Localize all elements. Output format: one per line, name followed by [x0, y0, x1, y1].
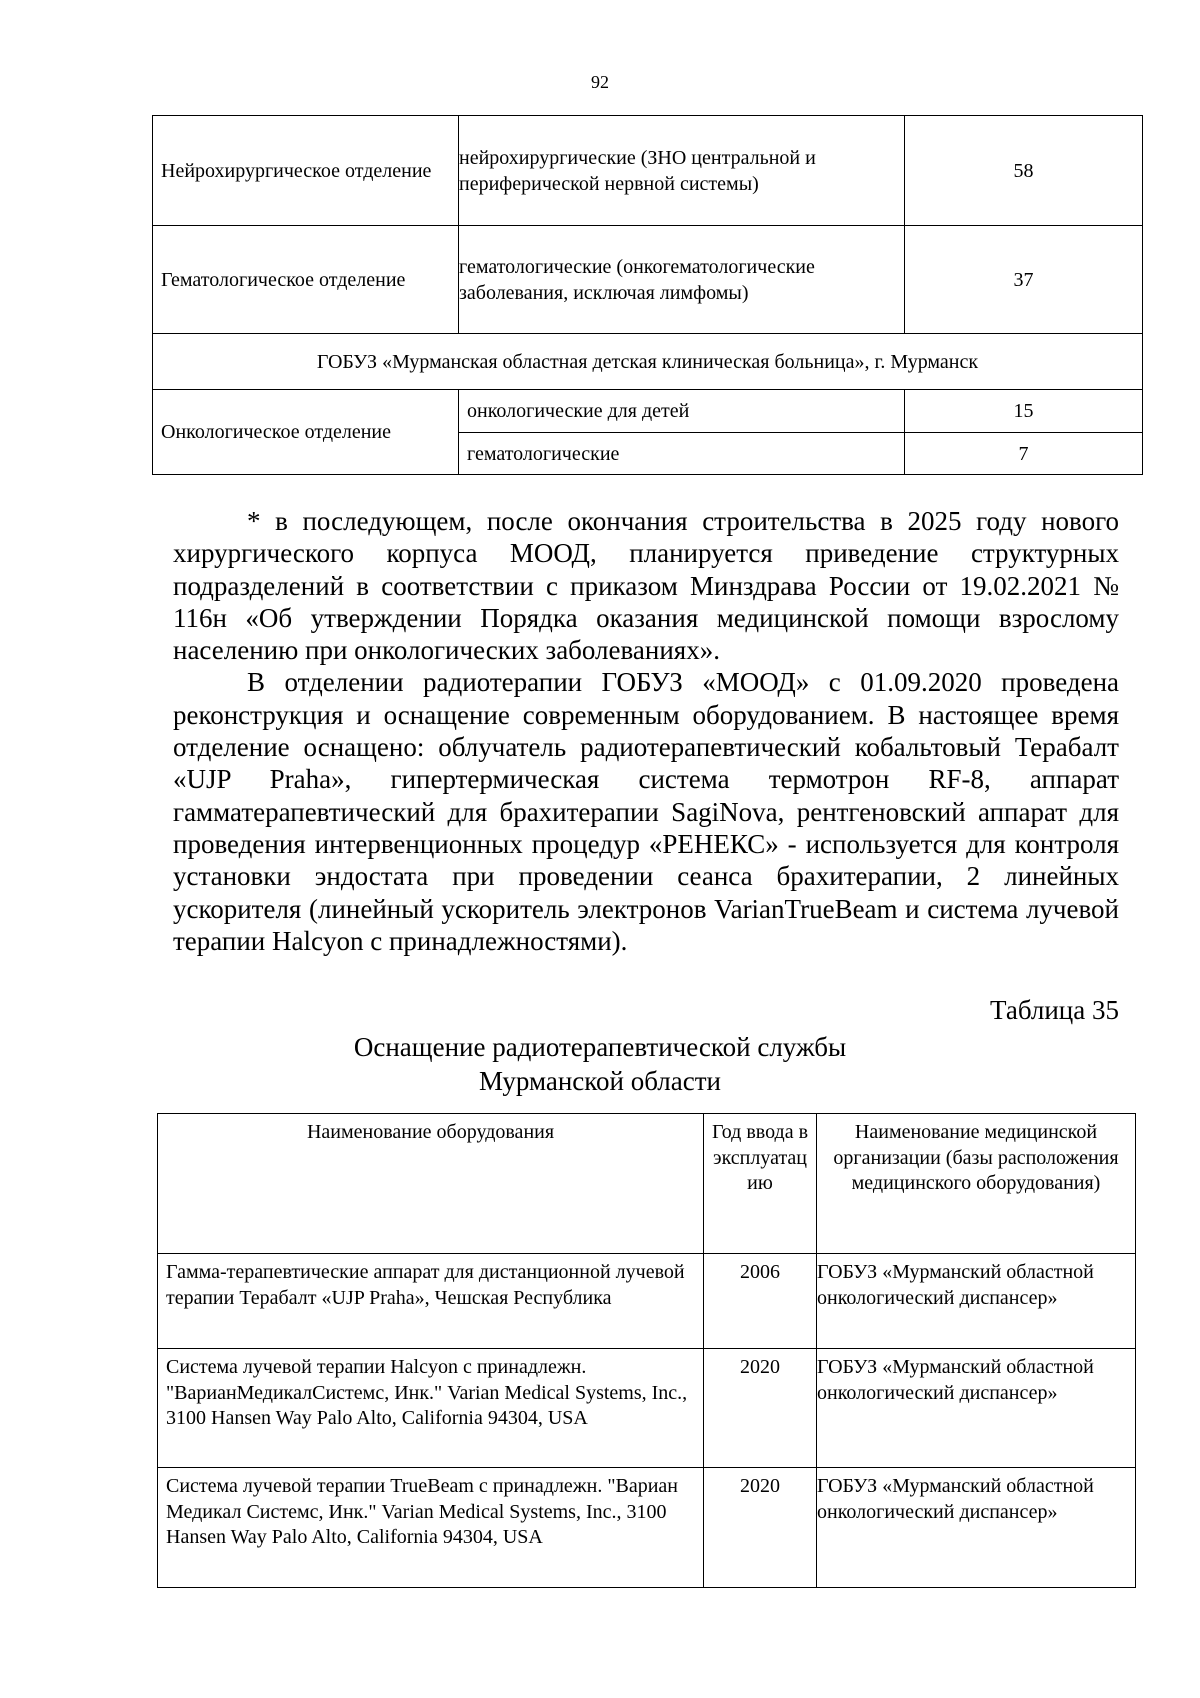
profile-cell: нейрохирургические (ЗНО центральной и периферической нервной системы) — [459, 116, 905, 226]
beds-cell: 7 — [905, 433, 1143, 475]
beds-cell: 58 — [905, 116, 1143, 226]
header-year: Год ввода в эксплуатац ию — [704, 1114, 817, 1254]
section-header: ГОБУЗ «Мурманская областная детская клиническая больница», г. Мурманск — [153, 334, 1143, 390]
body-text — [173, 505, 1119, 957]
table-row — [158, 1468, 1136, 1588]
profile-cell: гематологические (онкогематологические заболевания, исключая лимфомы) — [459, 226, 905, 334]
dept-cell: Нейрохирургическое отделение — [153, 116, 459, 226]
section-header-row — [153, 334, 1143, 390]
footnote-paragraph: * в последующем, после окончания строительства в 2025 году нового хирургического корпуса МООД, планируется приведение структурных подразделений в соответствии с приказом Минздрава России от 19.02.2021 № 116н «Об утверждении Порядка оказания медицинской помощи взрослому населению при онкологических заболеваниях». — [173, 506, 1119, 666]
org-cell: ГОБУЗ «Мурманский областной онкологический диспансер» — [817, 1468, 1136, 1588]
org-cell: ГОБУЗ «Мурманский областной онкологический диспансер» — [817, 1349, 1136, 1468]
header-org: Наименование медицинской организации (базы расположения медицинского оборудования) — [817, 1114, 1136, 1254]
table-row — [158, 1349, 1136, 1468]
table-row — [153, 390, 1143, 433]
year-cell: 2006 — [704, 1254, 817, 1349]
header-row — [158, 1114, 1136, 1254]
org-cell: ГОБУЗ «Мурманский областной онкологический диспансер» — [817, 1254, 1136, 1349]
header-name: Наименование оборудования — [158, 1114, 704, 1254]
table-title-line: Мурманской области — [479, 1066, 721, 1096]
year-cell: 2020 — [704, 1349, 817, 1468]
table-caption: Таблица 35 — [990, 995, 1119, 1025]
equipment-name: Гамма-терапевтические аппарат для дистанционной лучевой терапии Терабалт «UJP Praha», Чешская Республика — [158, 1254, 704, 1349]
table-title-line: Оснащение радиотерапевтической службы — [353, 1032, 847, 1062]
dept-cell: Гематологическое отделение — [153, 226, 459, 334]
table-row — [153, 226, 1143, 334]
equipment-table — [157, 1113, 1136, 1588]
dept-cell: Онкологическое отделение — [153, 390, 459, 475]
equipment-name: Система лучевой терапии TrueBeam с принадлежн. "Вариан Медикал Системс, Инк." Varian Medical Systems, Inc., 3100 Hansen Way Palo Alto, California 94304, USA — [158, 1468, 704, 1588]
beds-cell: 37 — [905, 226, 1143, 334]
year-cell: 2020 — [704, 1468, 817, 1588]
equipment-name: Система лучевой терапии Halcyon с принадлежн. "ВарианМедикалСистемс, Инк." Varian Medical Systems, Inc., 3100 Hansen Way Palo Alto, California 94304, USA — [158, 1349, 704, 1468]
table-title — [0, 1030, 1200, 1098]
profile-cell: онкологические для детей — [459, 390, 905, 433]
page-number: 92 — [591, 72, 609, 92]
profile-cell: гематологические — [459, 433, 905, 475]
table-row — [158, 1254, 1136, 1349]
table-row — [153, 116, 1143, 226]
radiotherapy-paragraph: В отделении радиотерапии ГОБУЗ «МООД» с 01.09.2020 проведена реконструкция и оснащение современным оборудованием. В настоящее время отделение оснащено: облучатель радиотерапевтический кобальтовый Терабалт «UJP Praha», гипертермическая система термотрон RF-8, аппарат гамматерапевтический для брахитерапии SagiNova, рентгеновский аппарат для проведения интервенционных процедур «РЕНЕКС» - используется для контроля установки эндостата при проведении сеанса брахитерапии, 2 линейных ускорителя (линейный ускоритель электронов VarianTrueBeam и система лучевой терапии Halcyon с принадлежностями). — [173, 667, 1119, 956]
beds-cell: 15 — [905, 390, 1143, 433]
departments-table — [152, 115, 1143, 475]
